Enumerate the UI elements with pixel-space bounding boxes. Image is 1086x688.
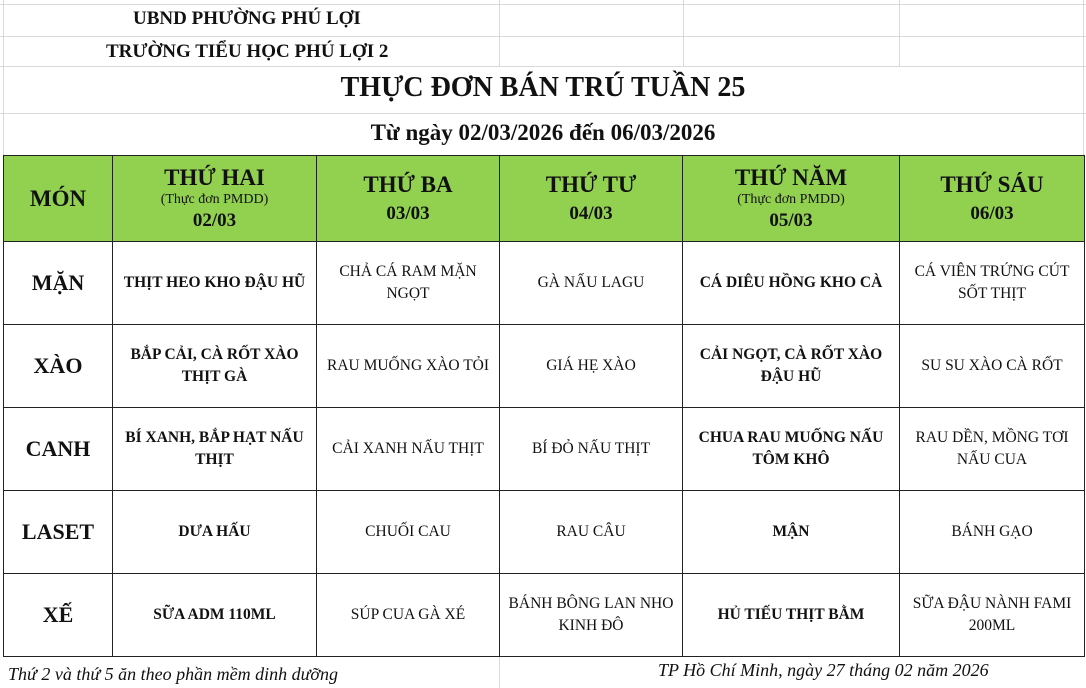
menu-table xyxy=(3,155,1085,657)
day-note: (Thực đơn PMDD) xyxy=(160,191,269,207)
row-category: LASET xyxy=(4,491,113,574)
day-name: THỨ BA xyxy=(363,171,453,197)
footer-place-date: TP Hồ Chí Minh, ngày 27 tháng 02 năm 2026 xyxy=(658,660,989,680)
menu-cell: SU SU XÀO CÀ RỐT xyxy=(900,325,1085,408)
menu-cell: SỮA ADM 110ML xyxy=(113,574,317,657)
row-category: XẾ xyxy=(4,574,113,657)
col-header-mon: MÓN xyxy=(4,156,113,242)
row-category: CANH xyxy=(4,408,113,491)
menu-cell: BẮP CẢI, CÀ RỐT XÀO THỊT GÀ xyxy=(113,325,317,408)
menu-cell: BÁNH GẠO xyxy=(900,491,1085,574)
org-name: UBND PHƯỜNG PHÚ LỢI xyxy=(133,8,361,29)
menu-cell: BÁNH BÔNG LAN NHO KINH ĐÔ xyxy=(500,574,683,657)
day-date: 04/03 xyxy=(569,202,613,224)
day-header xyxy=(683,156,900,242)
table-row xyxy=(4,408,1085,491)
menu-cell: CHUA RAU MUỐNG NẤU TÔM KHÔ xyxy=(683,408,900,491)
date-range: Từ ngày 02/03/2026 đến 06/03/2026 xyxy=(370,120,716,145)
menu-cell: CẢI NGỌT, CÀ RỐT XÀO ĐẬU HŨ xyxy=(683,325,900,408)
day-header xyxy=(900,156,1085,242)
day-header xyxy=(500,156,683,242)
day-name: THỨ HAI xyxy=(164,164,265,190)
gridline xyxy=(0,36,1086,37)
menu-cell: CẢI XANH NẤU THỊT xyxy=(317,408,500,491)
day-name: THỨ TƯ xyxy=(545,171,637,197)
table-row xyxy=(4,491,1085,574)
menu-cell: RAU DỀN, MỒNG TƠI NẤU CUA xyxy=(900,408,1085,491)
gridline xyxy=(683,0,684,66)
menu-cell: DƯA HẤU xyxy=(113,491,317,574)
menu-cell: SÚP CUA GÀ XÉ xyxy=(317,574,500,657)
day-name: THỨ NĂM xyxy=(734,164,848,190)
menu-cell: CÁ VIÊN TRỨNG CÚT SỐT THỊT xyxy=(900,242,1085,325)
day-note: (Thực đơn PMDD) xyxy=(737,191,845,207)
menu-cell: MẬN xyxy=(683,491,900,574)
gridline xyxy=(499,0,500,66)
footer-note: Thứ 2 và thứ 5 ăn theo phần mềm dinh dưỡng xyxy=(8,664,339,684)
gridline xyxy=(899,0,900,66)
menu-cell: GÀ NẤU LAGU xyxy=(500,242,683,325)
gridline xyxy=(0,66,1086,67)
day-date: 02/03 xyxy=(192,209,237,231)
menu-cell: SỮA ĐẬU NÀNH FAMI 200ML xyxy=(900,574,1085,657)
day-date: 03/03 xyxy=(386,202,430,224)
table-row xyxy=(4,242,1085,325)
menu-cell: CÁ DIÊU HỒNG KHO CÀ xyxy=(683,242,900,325)
table-row xyxy=(4,574,1085,657)
menu-cell: CHUỐI CAU xyxy=(317,491,500,574)
menu-cell: CHẢ CÁ RAM MẶN NGỌT xyxy=(317,242,500,325)
table-header-row xyxy=(4,156,1085,242)
menu-cell: RAU MUỐNG XÀO TỎI xyxy=(317,325,500,408)
school-name: TRƯỜNG TIỂU HỌC PHÚ LỢI 2 xyxy=(106,41,389,62)
table-row xyxy=(4,325,1085,408)
day-name: THỨ SÁU xyxy=(940,171,1044,197)
day-date: 05/03 xyxy=(769,209,813,231)
menu-cell: BÍ XANH, BẮP HẠT NẤU THỊT xyxy=(113,408,317,491)
menu-cell: GIÁ HẸ XÀO xyxy=(500,325,683,408)
gridline xyxy=(0,4,1086,5)
gridline xyxy=(499,656,500,688)
page-title: THỰC ĐƠN BÁN TRÚ TUẦN 25 xyxy=(340,72,746,103)
menu-cell: HỦ TIẾU THỊT BẰM xyxy=(683,574,900,657)
menu-cell: RAU CÂU xyxy=(500,491,683,574)
menu-cell: BÍ ĐỎ NẤU THỊT xyxy=(500,408,683,491)
day-header xyxy=(317,156,500,242)
gridline xyxy=(0,113,1086,114)
day-date: 06/03 xyxy=(970,202,1014,224)
row-category: XÀO xyxy=(4,325,113,408)
day-header xyxy=(113,156,317,242)
menu-cell: THỊT HEO KHO ĐẬU HŨ xyxy=(113,242,317,325)
row-category: MẶN xyxy=(4,242,113,325)
